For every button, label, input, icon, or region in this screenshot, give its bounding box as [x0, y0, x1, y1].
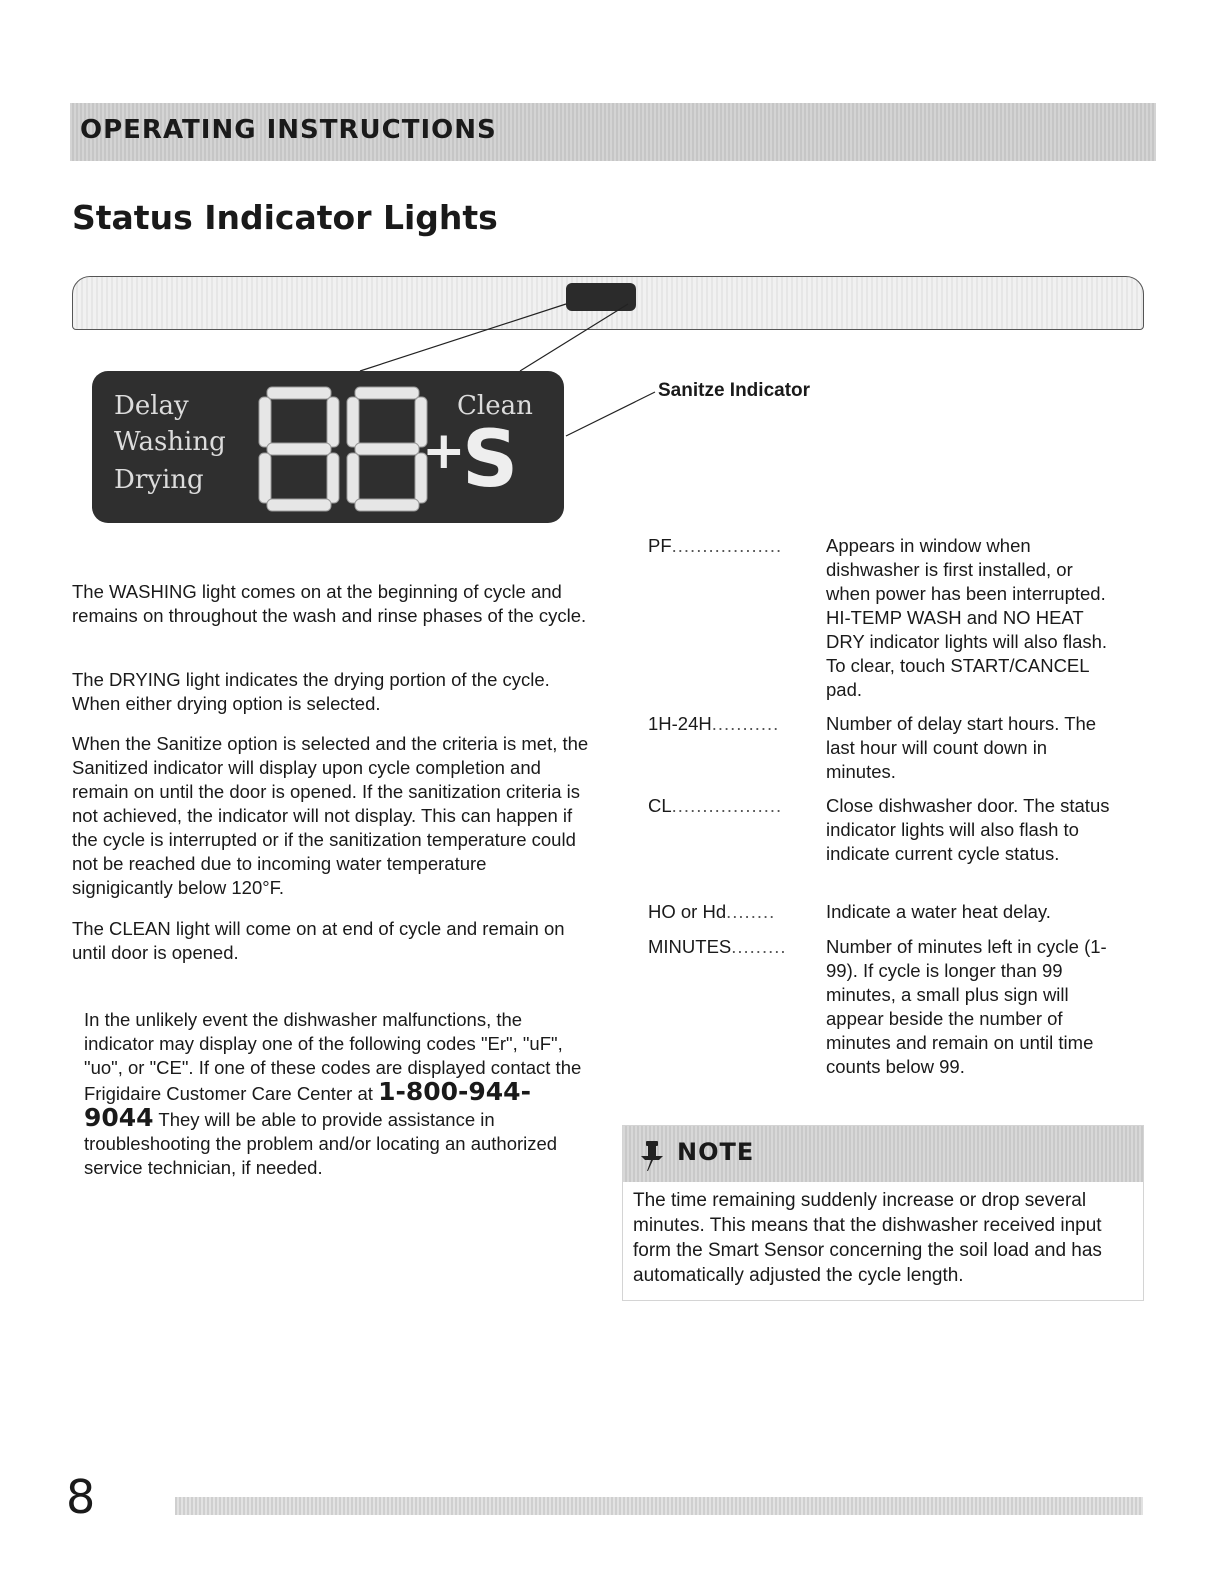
clean-paragraph: The CLEAN light will come on at end of cycle and remain on until door is opened.	[72, 918, 565, 963]
code-term: CL	[648, 795, 672, 816]
code-definition: Number of delay start hours. The last hour will count down in minutes.	[826, 713, 1097, 782]
display-word-clean: Clean	[457, 391, 533, 421]
page-title: Status Indicator Lights	[72, 198, 498, 237]
page-number: 8	[66, 1470, 96, 1524]
pushpin-icon	[635, 1138, 667, 1172]
code-definition: Close dishwasher door. The status indicator lights will also flash to indicate current cycle status.	[826, 795, 1110, 864]
code-leader-dots: ..................	[671, 795, 783, 816]
code-leader-dots: ........	[726, 901, 776, 922]
code-term: MINUTES	[648, 936, 732, 957]
code-term: HO or Hd	[648, 901, 727, 922]
note-header	[623, 1126, 1143, 1182]
seven-segment-digits-icon	[257, 385, 437, 515]
footer-bar	[175, 1497, 1143, 1515]
note-text: The time remaining suddenly increase or drop several minutes. This means that the dishwasher received input form the Smart Sensor concerning the soil load and has automatically adjusted the cycle length.	[633, 1190, 1102, 1286]
code-term: PF	[648, 535, 672, 556]
sanitize-paragraph: When the Sanitize option is selected and the criteria is met, the Sanitized indicator will display upon cycle completion and remain on until the door is opened. If the sanitization criteria is not achieved, the indicator will not display. This can happen if the cycle is interrupted or if the sanitization temperature could not be reached due to incoming water temperature signigicantly below 120°F.	[72, 733, 589, 898]
display-sanitize-letter: S	[462, 415, 519, 505]
malfunction-text-before: In the unlikely event the dishwasher malfunctions, the indicator may display one of the following codes "Er", "uF", "uo", or "CE". If one of these codes are displayed contact the Frigidaire Customer Care Center at	[84, 1009, 582, 1104]
display-word-washing: Washing	[114, 427, 226, 457]
washing-paragraph: The WASHING light comes on at the beginning of cycle and remains on throughout the wash and rinse phases of the cycle.	[72, 581, 587, 626]
section-header-title: OPERATING INSTRUCTIONS	[80, 115, 497, 145]
display-word-drying: Drying	[114, 465, 204, 495]
customer-care-phone: 1-800-944-9044	[84, 1077, 531, 1132]
malfunction-text-after: They will be able to provide assistance in troubleshooting the problem and/or locating an authorized service technician, if needed.	[84, 1109, 558, 1178]
status-display-illustration	[92, 371, 564, 523]
display-plus-sign: +	[422, 421, 466, 481]
code-leader-dots: .........	[731, 936, 787, 957]
code-leader-dots: ...........	[711, 713, 780, 734]
note-box	[622, 1125, 1144, 1301]
code-definition: Appears in window when dishwasher is first installed, or when power has been interrupted. HI-TEMP WASH and NO HEAT DRY indicator lights will also flash. To clear, touch START/CANCEL pad.	[826, 535, 1108, 700]
display-word-delay: Delay	[114, 391, 189, 421]
sanitize-indicator-label: Sanitze Indicator	[658, 380, 811, 401]
code-term: 1H-24H	[648, 713, 712, 734]
code-leader-dots: ..................	[671, 535, 783, 556]
malfunction-paragraph	[84, 1008, 584, 1180]
note-label: NOTE	[677, 1138, 755, 1166]
code-definition: Indicate a water heat delay.	[826, 901, 1051, 922]
code-definition: Number of minutes left in cycle (1-99). If cycle is longer than 99 minutes, a small plus sign will appear beside the number of minutes and remain on until time counts below 99.	[826, 936, 1107, 1077]
drying-paragraph: The DRYING light indicates the drying portion of the cycle. When either drying option is selected.	[72, 669, 550, 714]
